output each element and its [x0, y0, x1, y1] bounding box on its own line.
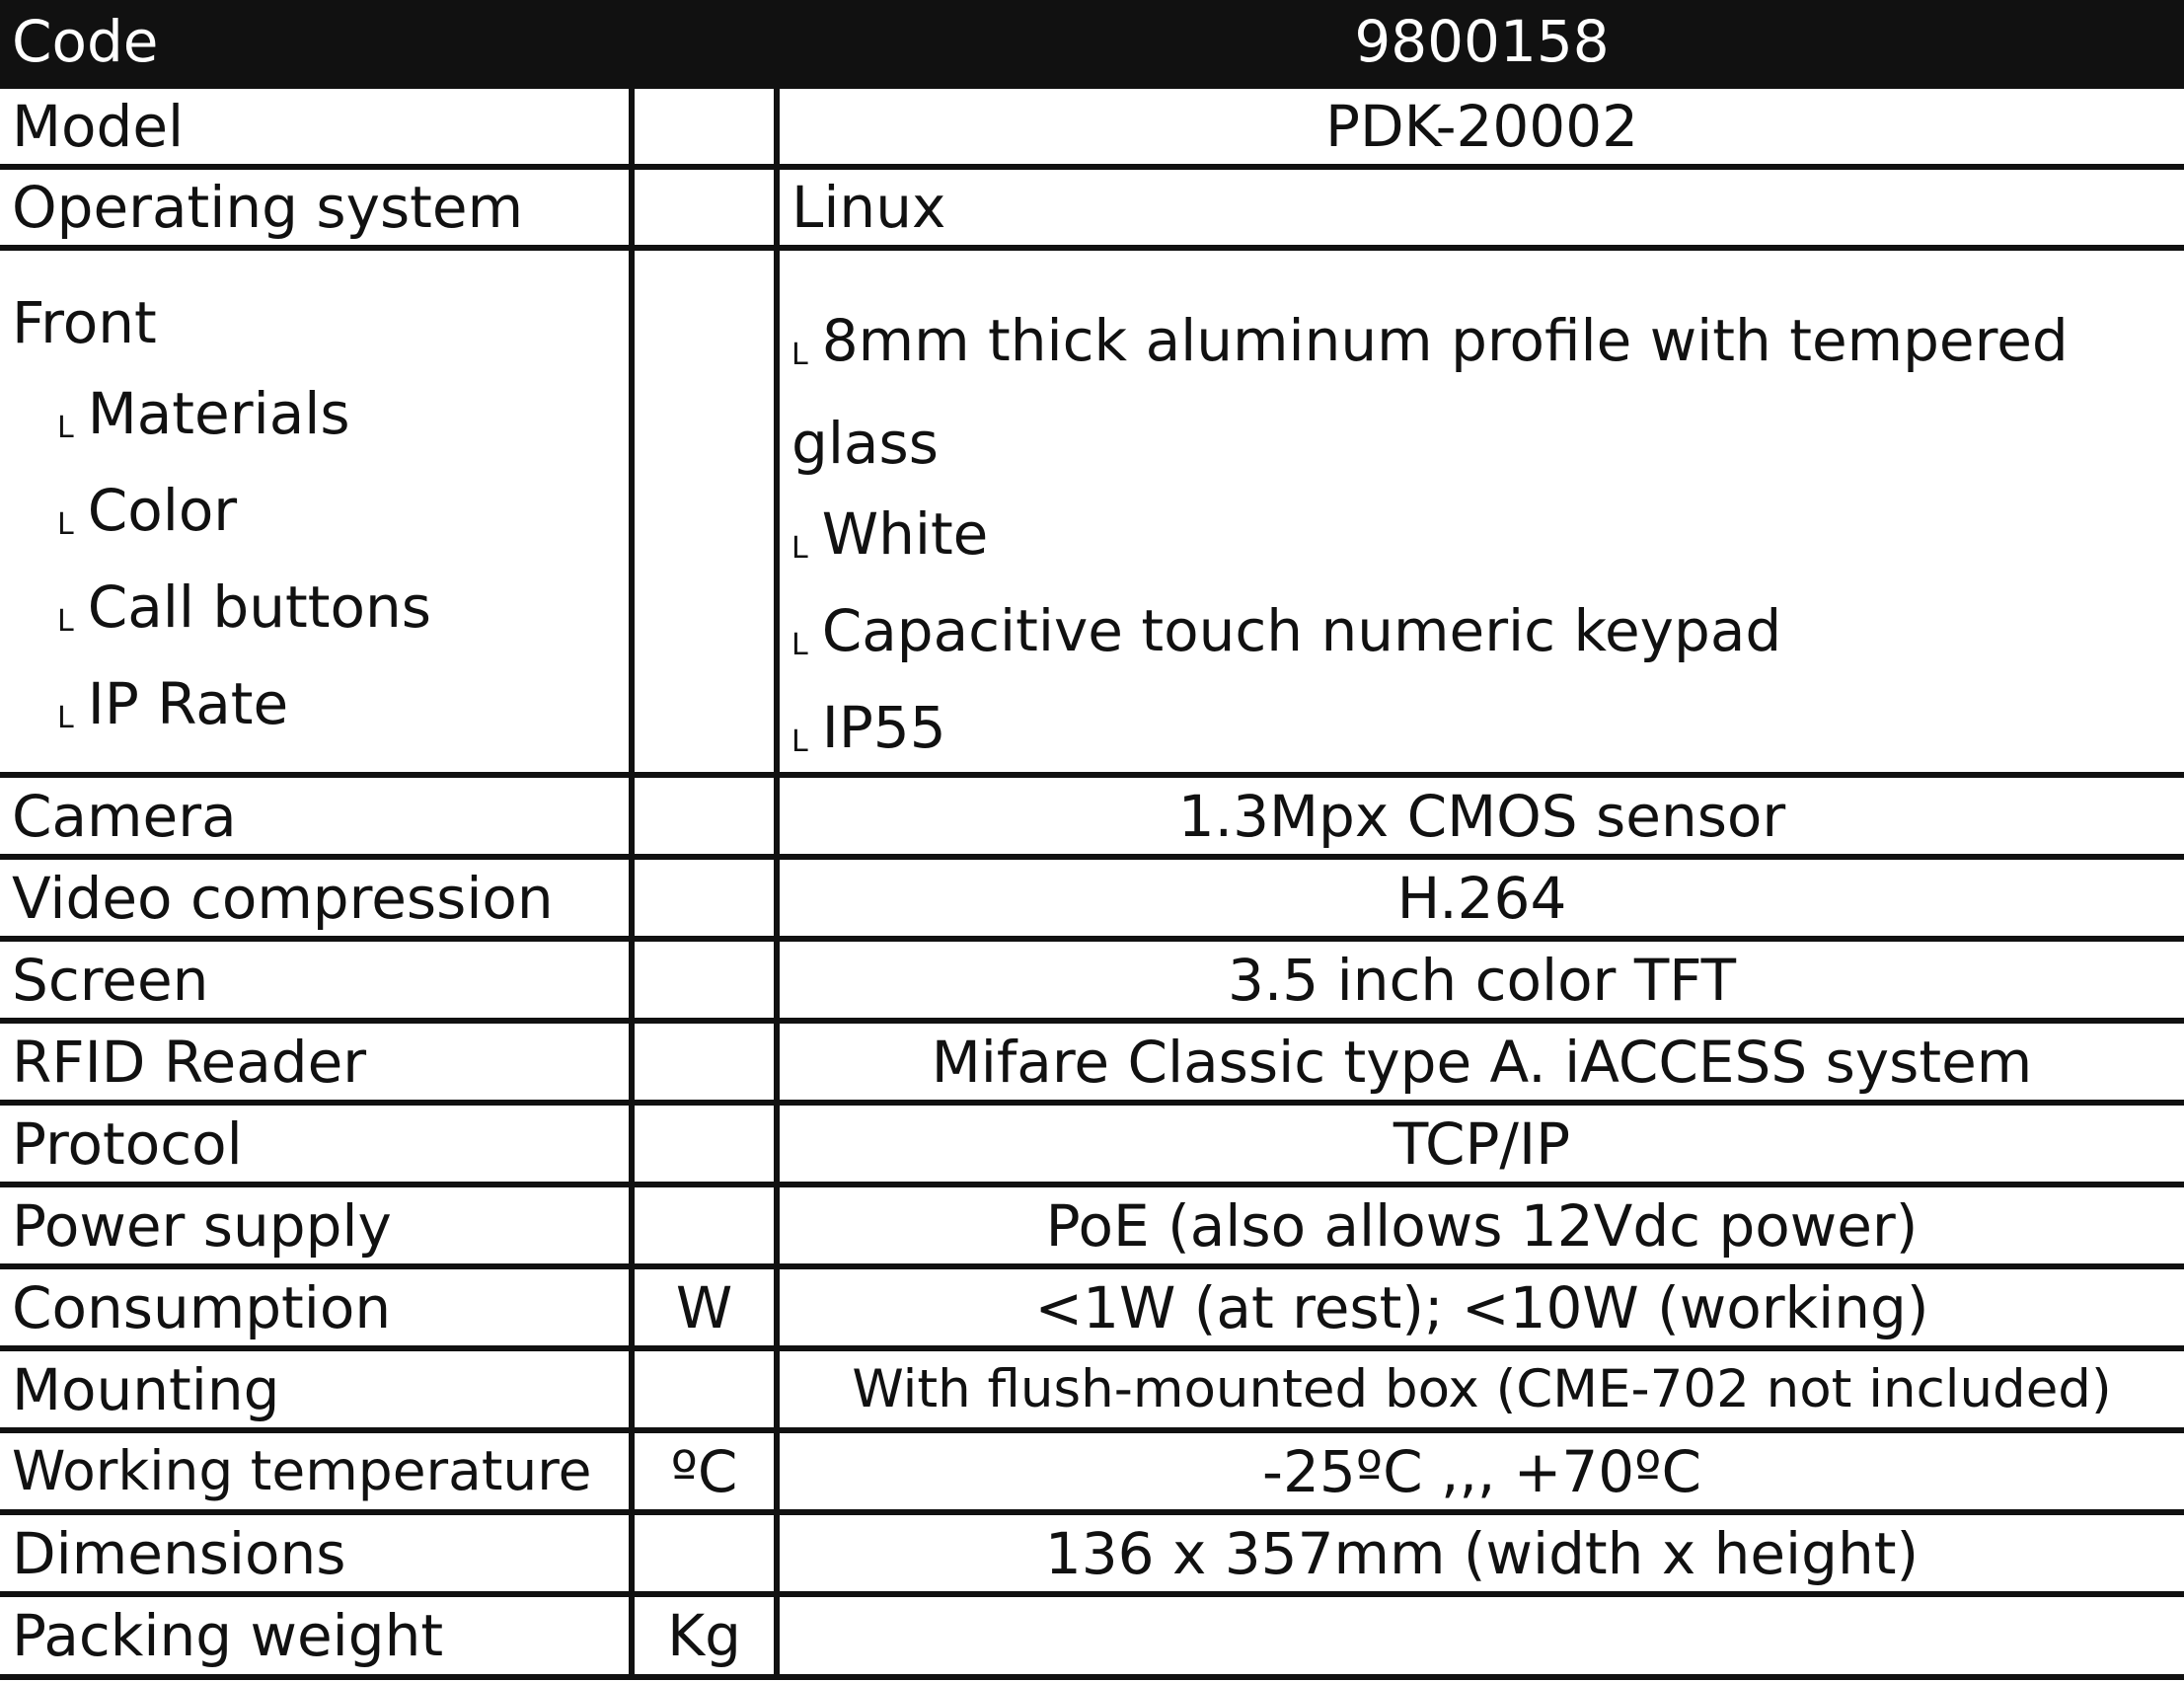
- row-label: Protocol: [0, 1106, 635, 1182]
- row-value: Linux: [791, 174, 946, 241]
- table-row: [0, 778, 2184, 860]
- row-label: Dimensions: [0, 1515, 635, 1591]
- row-value: [780, 1597, 2184, 1674]
- table-row: [0, 1433, 2184, 1515]
- row-label: Power supply: [0, 1187, 635, 1263]
- sub-marker: L: [57, 604, 74, 639]
- sub-marker: L: [57, 507, 74, 542]
- sub-marker: L: [791, 628, 808, 662]
- row-label: Video compression: [0, 860, 635, 936]
- table-row: [0, 1106, 2184, 1187]
- table-row: [0, 1597, 2184, 1680]
- row-unit: [635, 170, 780, 245]
- row-label: Working temperature: [0, 1433, 635, 1509]
- row-unit: [635, 251, 780, 772]
- row-value: PDK-20002: [1324, 93, 1639, 160]
- row-label: RFID Reader: [0, 1024, 635, 1100]
- table-row: [0, 942, 2184, 1024]
- front-value-line: L 8mm thick aluminum profile with tempered: [791, 307, 2069, 374]
- front-value-line: glass: [791, 410, 939, 477]
- row-label: Screen: [0, 942, 635, 1018]
- row-label: Mounting: [0, 1351, 635, 1427]
- row-value: -25ºC ,,, +70ºC: [1262, 1437, 1701, 1505]
- row-label: Packing weight: [0, 1597, 635, 1674]
- front-sub-label: L Color: [57, 477, 238, 544]
- row-value: H.264: [1396, 864, 1567, 932]
- row-value: With flush-mounted box (CME-702 not included): [852, 1359, 2112, 1419]
- front-value-line: L IP55: [791, 694, 946, 761]
- front-label-cell: [0, 251, 635, 772]
- row-value: 136 x 357mm (width x height): [1044, 1519, 1920, 1587]
- row-unit: [635, 1106, 780, 1182]
- table-row: [0, 1269, 2184, 1351]
- row-unit: [635, 942, 780, 1018]
- front-value-line: L Capacitive touch numeric keypad: [791, 597, 1782, 664]
- row-unit: W: [635, 1269, 780, 1345]
- front-value-line: L White: [791, 500, 989, 568]
- table-row: [0, 89, 2184, 170]
- row-value: Mifare Classic type A. iACCESS system: [931, 1028, 2033, 1096]
- row-unit: [635, 1351, 780, 1427]
- row-label: Camera: [0, 778, 635, 854]
- table-row: [0, 170, 2184, 251]
- sub-marker: L: [791, 338, 808, 372]
- row-label: Consumption: [0, 1269, 635, 1345]
- row-unit: [635, 89, 780, 164]
- sub-marker: L: [791, 725, 808, 759]
- sub-marker: L: [57, 411, 74, 445]
- table-row: [0, 860, 2184, 942]
- row-unit: [635, 860, 780, 936]
- row-unit: [635, 778, 780, 854]
- header-label: Code: [12, 8, 159, 75]
- table-row: [0, 1024, 2184, 1106]
- row-value: <1W (at rest); <10W (working): [1034, 1273, 1929, 1341]
- header-value: 9800158: [1354, 8, 1610, 75]
- front-row: [0, 251, 2184, 778]
- front-value-cell: [780, 251, 2184, 772]
- table-row: [0, 1187, 2184, 1269]
- front-sub-label: L IP Rate: [57, 670, 289, 737]
- sub-marker: L: [791, 531, 808, 566]
- row-unit: [635, 1024, 780, 1100]
- row-value: 1.3Mpx CMOS sensor: [1177, 782, 1786, 850]
- row-unit: [635, 1187, 780, 1263]
- row-unit: ºC: [635, 1433, 780, 1509]
- front-sub-label: L Materials: [57, 380, 350, 447]
- table-row: [0, 1515, 2184, 1597]
- front-sub-label: L Call buttons: [57, 573, 431, 641]
- row-value: 3.5 inch color TFT: [1227, 946, 1737, 1014]
- row-unit: Kg: [635, 1597, 780, 1674]
- row-value: PoE (also allows 12Vdc power): [1045, 1191, 1919, 1260]
- row-unit: [635, 1515, 780, 1591]
- sub-marker: L: [57, 701, 74, 735]
- header-row: [0, 0, 2184, 89]
- front-title: Front: [12, 289, 157, 356]
- row-label: Model: [0, 89, 635, 164]
- table-row: [0, 1351, 2184, 1433]
- row-value: TCP/IP: [1393, 1109, 1571, 1178]
- row-label: Operating system: [0, 170, 635, 245]
